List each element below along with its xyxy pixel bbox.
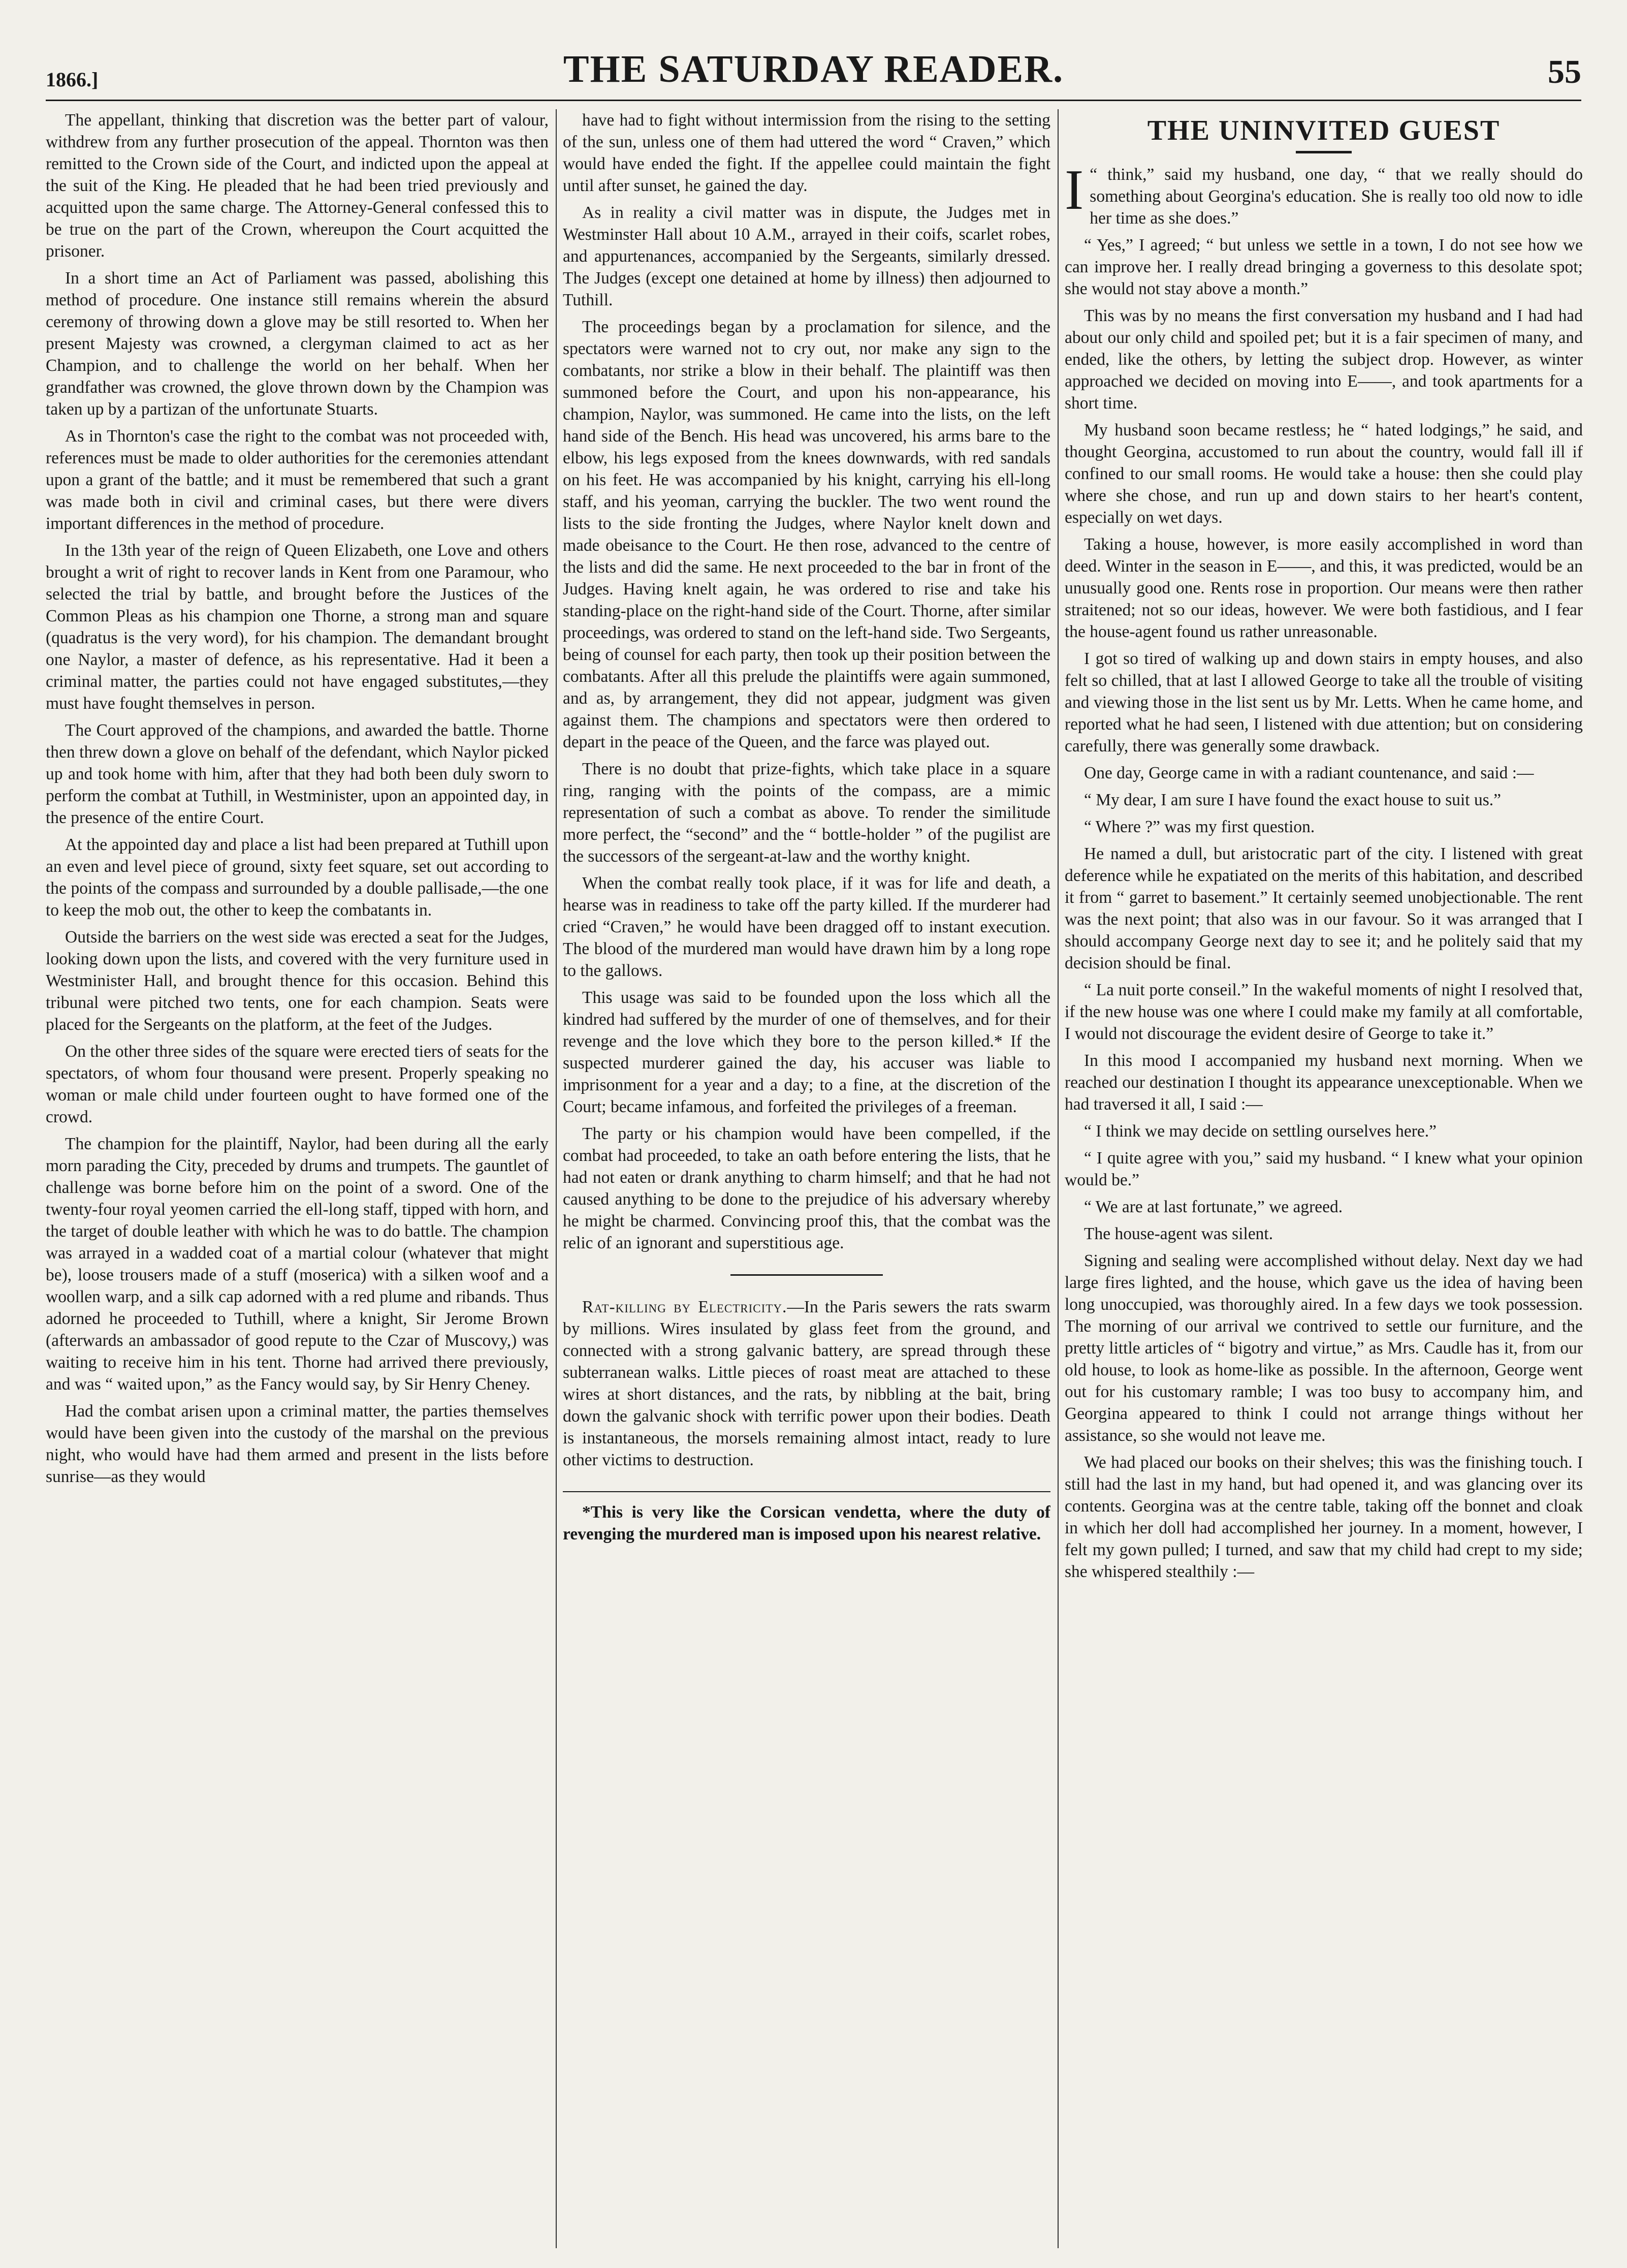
uninvited-guest-story xyxy=(1065,234,1583,1583)
paragraph: There is no doubt that prize-fights, which take place in a square ring, ranging with the points of the compass, are a mimic representation of such a combat as above. To render the similitude more perfect, the “second” and the “ bottle-holder ” of the pugilist are the successors of the sergeant-at-law and the worthy knight. xyxy=(563,760,1050,866)
paragraph: “ Where ?” was my first question. xyxy=(1084,817,1315,836)
paragraph: I got so tired of walking up and down stairs in empty houses, and also felt so chilled, that at last I allowed George to take all the trouble of visiting and viewing those in the list sent us by Mr. Letts. When he came home, and reported what he had seen, I listened with due attention; but on considering carefully, there was generally some drawback. xyxy=(1065,649,1583,755)
trial-by-battle-article-continued xyxy=(46,109,549,1488)
footnote: *This is very like the Corsican vendetta, where the duty of revenging the murdered man is imposed upon his nearest relative. xyxy=(563,1503,1050,1544)
title-rule xyxy=(1296,151,1352,153)
rat-killing-paragraph xyxy=(563,1296,1050,1471)
column-2 xyxy=(563,109,1050,2243)
footnote-rule xyxy=(563,1491,1050,1492)
story-first-text: think,” said my husband, one day, “ that we really should do something about Georgina's education. She is really too old now to idle her time as she does.” xyxy=(1090,165,1583,228)
opening-quote: “ xyxy=(1090,165,1108,184)
paragraph: In a short time an Act of Parliament was passed, abolishing this method of procedure. One instance still remains wherein the absurd ceremony of throwing down a glove may be still resorted to. When her present Majesty was crowned, a clergyman claimed to act as her Champion, and to challenge the world on her behalf. When her grandfather was crowned, the glove thrown down by the Champion was taken up by a partizan of the unfortunate Stuarts. xyxy=(46,269,549,419)
header-rule xyxy=(46,100,1581,101)
paragraph: “ We are at last fortunate,” we agreed. xyxy=(1084,1198,1343,1216)
paragraph: As in Thornton's case the right to the combat was not proceeded with, references must be made to older authorities for the ceremonies attendant upon a grant of the battle; and it must be remembered that such a grant was made both in civil and criminal cases, but there were divers important differences in the method of procedure. xyxy=(46,427,549,533)
paragraph: In this mood I accompanied my husband next morning. When we reached our destination I thought its appearance unexceptionable. When we had traversed it all, I said :— xyxy=(1065,1051,1583,1114)
column-1 xyxy=(46,109,549,2243)
section-divider xyxy=(730,1274,883,1276)
story-title: THE UNINVITED GUEST xyxy=(1147,115,1501,146)
rat-killing-body: —In the Paris sewers the rats swarm by millions. Wires insulated by glass feet from the ground, and connected with a strong galvanic battery, are spread through these subterranean walks. Little pieces of roast meat are attached to these wires at short distances, and the rats, by nibbling at the bait, bring down the galvanic shock with terrific power upon their bodies. Death is instantaneous, the morsels remaining almost intact, ready to lure other victims to destruction. xyxy=(563,1298,1050,1469)
paragraph: Signing and sealing were accomplished without delay. Next day we had large fires lighted, and the house, which gave us the idea of having been long unoccupied, was thoroughly aired. In a few days we took possession. The morning of our arrival we contrived to settle our furniture, and the pretty little articles of “ bigotry and virtue,” as Mrs. Caudle has it, from our old house, to look as home-like as possible. In the afternoon, George went out for his customary ramble; I was too busy to accompany him, and Georgina appeared to think I could not arrange things without her assistance, so she would not leave me. xyxy=(1065,1251,1583,1445)
masthead-title: THE SATURDAY READER. xyxy=(563,48,1064,90)
paragraph: have had to fight without intermission from the rising to the setting of the sun, unless one of them had uttered the word “ Craven,” which would have ended the fight. If the appellee could maintain the fight until after sunset, he gained the day. xyxy=(563,111,1050,195)
paragraph: Outside the barriers on the west side was erected a seat for the Judges, looking down upon the lists, and covered with the very furniture used in Westminister Hall, and brought thence for this occasion. Behind this tribunal were pitched two tents, one for each champion. Seats were placed for the Sergeants on the platform, at the feet of the Judges. xyxy=(46,928,549,1034)
story-opening-paragraph xyxy=(1065,159,1583,229)
paragraph: At the appointed day and place a list had been prepared at Tuthill upon an even and level piece of ground, sixty feet square, set out according to the points of the compass and surrounded by a double pallisade,—the one to keep the mob out, the other to keep the combatants in. xyxy=(46,835,549,920)
paragraph: When the combat really took place, if it was for life and death, a hearse was in readiness to take off the party killed. If the murderer had cried “Craven,” he would have been dragged off to instant execution. The blood of the murdered man would have drawn him by a long rope to the gallows. xyxy=(563,874,1050,980)
paragraph: One day, George came in with a radiant countenance, and said :— xyxy=(1084,764,1534,782)
trial-by-battle-article-end xyxy=(563,109,1050,1254)
paragraph: In the 13th year of the reign of Queen Elizabeth, one Love and others brought a writ of right to recover lands in Kent from one Paramour, who selected the trial by battle, and brought before the Justices of the Common Pleas as his champion one Thorne, a strong man and square (quadratus is the very word), for his champion. The demandant brought one Naylor, a master of defence, as his representative. Had it been a criminal matter, the parties could not have engaged substitutes,—they must have fought themselves in person. xyxy=(46,541,549,713)
paragraph: We had placed our books on their shelves; this was the finishing touch. I still had the last in my hand, but had opened it, and was glancing over its contents. Georgina was at the centre table, taking off the bonnet and cloak in which her doll had accomplished her journey. In a moment, however, I felt my gown pulled; I turned, and saw that my child had crept to my side; she whispered stealthily :— xyxy=(1065,1453,1583,1581)
paragraph: He named a dull, but aristocratic part of the city. I listened with great deference while he expatiated on the merits of this habitation, and described it from “ garret to basement.” It certainly seemed unobjectionable. The rent was the next point; that also was in our favour. So it was arranged that I should accompany George next day to see it; and he politely said that my decision should be final. xyxy=(1065,844,1583,972)
paragraph: “ La nuit porte conseil.” In the wakeful moments of night I resolved that, if the new house was one where I could make my family at all comfortable, I would not discourage the evident desire of George to take it.” xyxy=(1065,981,1583,1043)
issue-date: 1866.] xyxy=(46,68,99,91)
column-divider-2 xyxy=(1058,109,1059,2248)
paragraph: Taking a house, however, is more easily accomplished in word than deed. Winter in the season in E——, and this, it was predicted, would be an unusually good one. Rents rose in proportion. Our means were then rather straitened; not so our ideas, however. We were both fastidious, and I fear the house-agent found us rather unreasonable. xyxy=(1065,535,1583,641)
drop-cap: I xyxy=(1065,159,1084,222)
page-header xyxy=(46,30,1581,91)
paragraph: The house-agent was silent. xyxy=(1084,1224,1273,1243)
paragraph: The Court approved of the champions, and awarded the battle. Thorne then threw down a glove on behalf of the defendant, which Naylor picked up and took home with him, after that they had both been duly sworn to perform the combat at Tuthill, in Westminister, upon an appointed day, in the presence of the entire Court. xyxy=(46,721,549,827)
paragraph: The appellant, thinking that discretion was the better part of valour, withdrew from any further prosecution of the appeal. Thornton was then remitted to the Crown side of the Court, and indicted upon the appeal at the suit of the King. He pleaded that he had been tried previously and acquitted upon the same charge. The Attorney-General confessed this to be true on the part of the Crown, whereupon the Court acquitted the prisoner. xyxy=(46,111,549,261)
paragraph: “ My dear, I am sure I have found the exact house to suit us.” xyxy=(1084,791,1502,809)
paragraph: The champion for the plaintiff, Naylor, had been during all the early morn parading the City, preceded by drums and trumpets. The gauntlet of challenge was borne before him on the point of a sword. One of the twenty-four royal yeomen carried the ell-long staff, tipped with horn, and the target of double leather with which he was to do battle. The champion was arrayed in a wadded coat of a martial colour (whatever that might be), loose trousers made of a stuff (moserica) with a silken woof and a woollen warp, and a silk cap adorned with a red plume and ribands. Thus adorned he proceeded to Tuthill, where a knight, Sir Jerome Brown (afterwards an ambassador of good repute to the Czar of Muscovy,) was waiting to receive him in his tent. Thorne had arrived there previously, and was “ waited upon,” as the Fancy would say, by Sir Henry Cheney. xyxy=(46,1135,549,1394)
paragraph: The proceedings began by a proclamation for silence, and the spectators were warned not to cry out, nor make any sign to the combatants, nor strike a blow in their behalf. The plaintiff was then summoned before the Court, and upon his non-appearance, his champion, Naylor, was summoned. He came into the lists, on the left hand side of the Bench. His head was uncovered, his arms bare to the elbow, his legs exposed from the knees downwards, with red sandals on his feet. He was accompanied by his knight, carrying his ell-long staff, and his yeoman, carrying the buckler. The two went round the lists to the side fronting the Judges, where Naylor knelt down and made obeisance to the Court. He then rose, advanced to the centre of the lists and did the same. He next proceeded to the bar in front of the Judges. Having knelt again, he was ordered to rise and take his standing-place on the right-hand side of the Court. Thorne, after similar proceedings, was ordered to stand on the left-hand side. Two Sergeants, being of counsel for each party, then took up their position between the combatants. After all this prelude the plaintiffs were again summoned, and as, by arrangement, they did not appear, judgment was given against them. The champions and spectators were then ordered to depart in the peace of the Queen, and the farce was played out. xyxy=(563,318,1050,751)
paragraph: This was by no means the first conversation my husband and I had had about our only child and spoiled pet; but it is a fair specimen of many, and ended, like the others, by letting the subject drop. However, as winter approached we decided on moving into E——, and took apartments for a short time. xyxy=(1065,306,1583,413)
paragraph: My husband soon became restless; he “ hated lodgings,” he said, and thought Georgina, accustomed to run about the country, would fall ill if confined to our small rooms. He would take a house: then she could play where she chose, and run up and down stairs to her heart's content, especially on wet days. xyxy=(1065,421,1583,527)
column-divider-1 xyxy=(556,109,557,2248)
paragraph: “ I quite agree with you,” said my husband. “ I knew what your opinion would be.” xyxy=(1065,1149,1583,1189)
paragraph: On the other three sides of the square were erected tiers of seats for the spectators, of whom four thousand were present. Properly speaking no woman or male child under fourteen ought to have formed one of the crowd. xyxy=(46,1042,549,1126)
paragraph: As in reality a civil matter was in dispute, the Judges met in Westminster Hall about 10 A.M., arrayed in their coifs, scarlet robes, and appurtenances, accompanied by the Sergeants, similarly dressed. The Judges (except one detained at home by illness) then adjourned to Tuthill. xyxy=(563,203,1050,309)
paragraph: This usage was said to be founded upon the loss which all the kindred had suffered by the murder of one of themselves, and for their revenge and the love which they bore to the person killed.* If the suspected murderer gained the day, his accuser was liable to imprisonment for a year and a day; to a fine, at the discretion of the Court; became infamous, and forfeited the privileges of a freeman. xyxy=(563,988,1050,1116)
rat-killing-heading: Rat-killing by Electricity. xyxy=(582,1298,787,1316)
paragraph: The party or his champion would have been compelled, if the combat had proceeded, to take an oath before entering the lists, that he had not eaten or drank anything to charm himself; and that he had not caused anything to be done to the prejudice of his adversary whereby he might be charmed. Convincing proof this, that the combat was the relic of an ignorant and superstitious age. xyxy=(563,1124,1050,1252)
page-number: 55 xyxy=(1548,53,1581,90)
paragraph: Had the combat arisen upon a criminal matter, the parties themselves would have been given into the custody of the marshal on the previous night, who would have had them armed and present in the lists before sunrise—as they would xyxy=(46,1402,549,1486)
paragraph: “ Yes,” I agreed; “ but unless we settle in a town, I do not see how we can improve her. I really dread bringing a governess to this desolate spot; she would not stay above a month.” xyxy=(1065,236,1583,298)
paragraph: “ I think we may decide on settling ourselves here.” xyxy=(1084,1122,1437,1141)
column-3 xyxy=(1065,109,1583,2243)
